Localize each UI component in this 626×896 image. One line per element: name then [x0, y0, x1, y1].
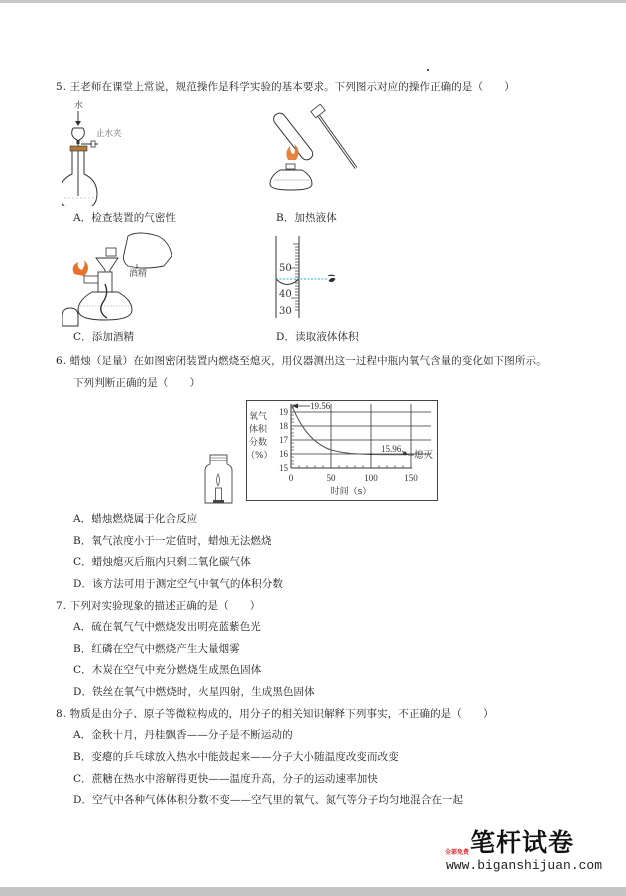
- figure-adding-alcohol: [62, 232, 172, 328]
- option-letter: A．: [73, 729, 92, 741]
- question-6-stem-line1: [56, 354, 547, 368]
- option-text: 木炭在空气中充分燃烧生成黑色固体: [91, 664, 262, 676]
- question-8-stem: [56, 707, 494, 721]
- question-number: 5.: [56, 81, 67, 93]
- question-7-option-b[interactable]: [73, 642, 240, 656]
- alcohol-label: 酒精: [129, 269, 148, 279]
- option-letter: A．: [73, 513, 92, 525]
- y-label-line: （%）: [246, 451, 273, 461]
- question-6-option-c[interactable]: [73, 555, 251, 569]
- option-letter: A．: [73, 212, 92, 224]
- option-letter: C．: [73, 331, 92, 343]
- tick-30: 30: [279, 306, 292, 317]
- question-5-option-a[interactable]: [73, 211, 176, 225]
- y-label-line: 氧气: [249, 412, 268, 422]
- option-letter: C．: [73, 664, 92, 676]
- question-6-stem-line2: [73, 376, 200, 390]
- option-text: 蔗糖在热水中溶解得更快——温度升高，分子的运动速率加快: [91, 773, 378, 785]
- brand-free-tag: 全部免费: [445, 849, 470, 856]
- y-label-line: 体积: [249, 425, 268, 435]
- question-5-option-d[interactable]: [276, 330, 359, 344]
- question-text: 下列对实验现象的描述正确的是（ ）: [69, 600, 261, 612]
- brand-logo[interactable]: [440, 828, 620, 878]
- option-text: 铁丝在氧气中燃烧时，火星四射，生成黑色固体: [92, 686, 315, 698]
- question-number: 7.: [56, 600, 67, 612]
- question-8-option-a[interactable]: [73, 728, 293, 742]
- option-text: 检查装置的气密性: [91, 212, 177, 224]
- annotation-start: 19.56: [310, 401, 331, 411]
- option-text: 空气中各种气体体积分数不变——空气里的氧气、氮气等分子均匀地混合在一起: [92, 794, 464, 806]
- question-text: 物质是由分子、原子等微粒构成的，用分子的相关知识解释下列事实，不正确的是（ ）: [69, 708, 494, 720]
- y-tick: 18: [279, 421, 288, 431]
- option-text: 蜡烛熄灭后瓶内只剩二氧化碳气体: [91, 556, 251, 568]
- question-text: 下列判断正确的是（ ）: [73, 377, 201, 389]
- figure-reading-cylinder: [270, 236, 360, 326]
- question-text: 王老师在课堂上常说，规范操作是科学实验的基本要求。下列图示对应的操作正确的是（ ）: [69, 81, 515, 93]
- option-letter: B．: [73, 535, 92, 547]
- x-tick: 150: [404, 473, 418, 483]
- option-letter: A．: [73, 621, 92, 633]
- question-8-option-b[interactable]: [73, 750, 399, 764]
- figure-candle-bottle: [204, 454, 234, 506]
- annotation-extinguished: 熄灭: [414, 450, 434, 461]
- question-7-stem: [56, 599, 260, 613]
- option-letter: D．: [73, 794, 93, 806]
- option-text: 添加酒精: [91, 331, 135, 343]
- option-text: 该方法可用于测定空气中氧气的体积分数: [92, 578, 283, 590]
- question-7-option-c[interactable]: [73, 663, 261, 677]
- option-letter: D．: [73, 686, 93, 698]
- option-text: 金秋十月，丹桂飘香——分子是不断运动的: [91, 729, 293, 741]
- question-8-option-c[interactable]: [73, 772, 378, 786]
- option-letter: C．: [73, 556, 92, 568]
- option-text: 读取液体体积: [295, 331, 359, 343]
- tick-40: 40: [279, 289, 292, 300]
- annotation-end: 15.96: [381, 444, 402, 454]
- question-6-option-b[interactable]: [73, 534, 272, 548]
- figure-airtightness-check: [62, 96, 162, 206]
- page-bottom-border: [0, 887, 626, 896]
- option-letter: B．: [276, 212, 295, 224]
- y-label-line: 分数: [249, 438, 268, 448]
- y-tick: 17: [279, 435, 288, 445]
- option-letter: B．: [73, 643, 92, 655]
- option-text: 加热液体: [294, 212, 337, 224]
- question-7-option-d[interactable]: [73, 685, 315, 699]
- option-text: 氧气浓度小于一定值时，蜡烛无法燃烧: [91, 535, 272, 547]
- figure-heating-liquid: [268, 104, 368, 196]
- question-7-option-a[interactable]: [73, 620, 261, 634]
- x-tick: 100: [364, 473, 378, 483]
- option-text: 硫在氧气气中燃烧发出明亮蓝紫色光: [91, 621, 261, 633]
- option-text: 变瘪的乒乓球放入热水中能鼓起来——分子大小随温度改变而改变: [91, 751, 399, 763]
- clamp-label: 止水夹: [96, 129, 122, 139]
- option-letter: B．: [73, 751, 92, 763]
- page-top-border: [0, 0, 626, 3]
- option-text: 蜡烛燃烧属于化合反应: [91, 513, 198, 525]
- question-5-stem: [56, 80, 515, 94]
- question-text: 蜡烛（足量）在如图密闭装置内燃烧至熄灭，用仪器测出这一过程中瓶内氧气含量的变化如下图所示。: [69, 355, 547, 367]
- option-text: 红磷在空气中燃烧产生大量烟雾: [91, 643, 240, 655]
- oxygen-volume-chart: [246, 400, 438, 501]
- y-tick: 16: [279, 449, 288, 459]
- water-label: 水: [74, 101, 84, 111]
- option-letter: C．: [73, 773, 92, 785]
- question-6-option-a[interactable]: [73, 512, 197, 526]
- x-tick: 50: [326, 473, 336, 483]
- question-5-option-c[interactable]: [73, 330, 134, 344]
- question-5-option-b[interactable]: [276, 211, 337, 225]
- brand-name: 笔杆试卷: [470, 828, 575, 857]
- y-tick: 19: [279, 407, 288, 417]
- option-letter: D．: [276, 331, 296, 343]
- eye-icon: [328, 275, 335, 282]
- tick-50: 50: [279, 263, 292, 274]
- x-axis-label: 时间（s）: [330, 487, 372, 497]
- question-number: 6.: [56, 355, 67, 367]
- x-tick: 0: [288, 473, 294, 483]
- question-number: 8.: [56, 708, 67, 720]
- stray-dot: [427, 69, 429, 71]
- question-6-option-d[interactable]: [73, 577, 283, 591]
- option-letter: D．: [73, 578, 93, 590]
- brand-url[interactable]: www.biganshijuan.com: [446, 858, 603, 873]
- y-tick: 15: [279, 463, 288, 473]
- question-8-option-d[interactable]: [73, 793, 463, 807]
